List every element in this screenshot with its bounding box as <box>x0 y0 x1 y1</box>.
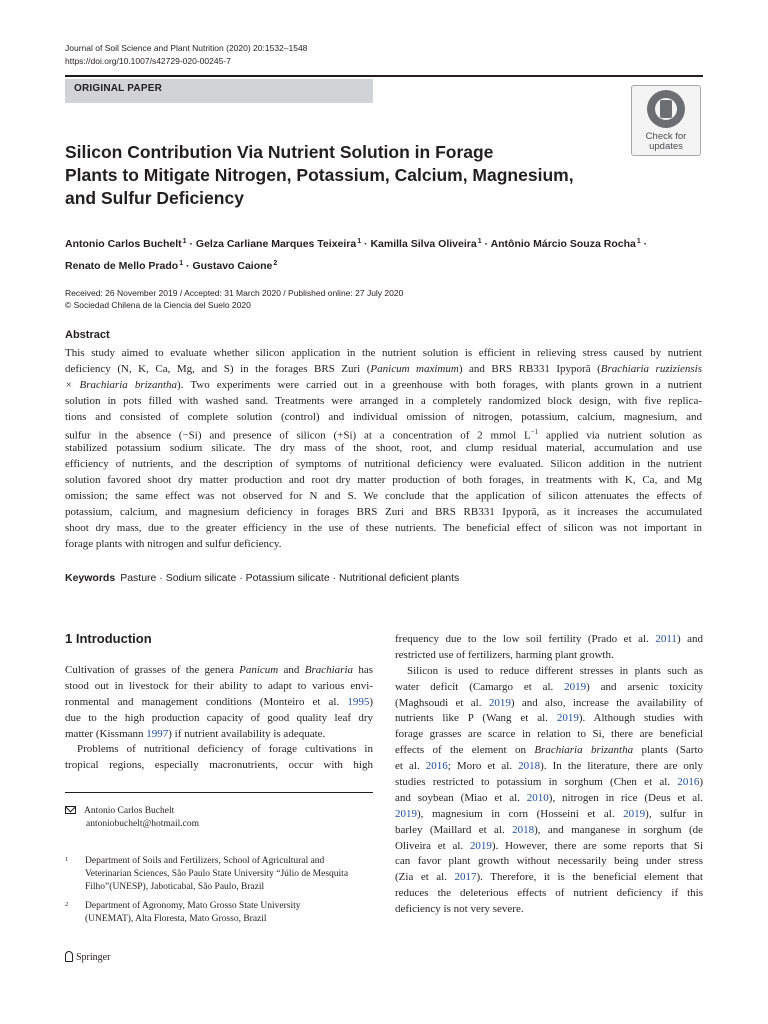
body-line: effects of the element on Brachiaria brizantha plants (Sarto <box>395 744 703 757</box>
citation-link[interactable]: 2018 <box>518 760 541 773</box>
author-row: Antonio Carlos Buchelt$^1$ · Gelza Carliane Marques Teixeira$^1$ · Kamilla Silva Oliveira$^1$ · Antônio Márcio Souza Rocha$^1$ · <box>65 238 648 250</box>
abstract-line: deficiency (N, K, Ca, Mg, and S) in the forages BRS Zuri (Panicum maximum) and BRS RB331 Ipyporã (Brachiaria ruziziensis <box>65 362 702 375</box>
keywords <box>65 572 459 584</box>
body-line: tropical regions, especially macronutrients, occur with high <box>65 759 373 772</box>
body-line: can favor plant growth without necessarily being under stress <box>395 855 703 868</box>
footnote-rule <box>65 792 373 793</box>
affiliation-line: (UNEMAT), Alta Floresta, Mato Grosso, Brazil <box>85 914 267 924</box>
body-line: and soybean (Miao et al. 2010), nitrogen in rice (Deus et al. <box>395 791 703 804</box>
corresponding-author-email[interactable]: antoniobuchelt@hotmail.com <box>86 819 199 829</box>
author-name[interactable]: Antônio Márcio Souza Rocha <box>490 238 636 250</box>
body-line: deficiency is not very severe. <box>395 903 524 916</box>
abstract-line: omission; the same effect was not observed for N and S. We conclude that the application of silicon attenuates the effects of <box>65 490 702 503</box>
affiliation-1 <box>65 855 373 894</box>
publisher-logo <box>65 951 110 963</box>
crossmark-icon <box>647 90 685 128</box>
copyright-line: © Sociedad Chilena de la Ciencia del Suelo 2020 <box>65 300 251 310</box>
body-line: Cultivation of grasses of the genera Panicum and Brachiaria has <box>65 664 373 676</box>
keywords-label: Keywords <box>65 572 116 584</box>
abstract-line: forage plants with nitrogen and sulfur deficiency. <box>65 537 282 550</box>
author-affiliation-mark: 2 <box>273 260 278 267</box>
abstract-line: sulfur in the absence (−Si) and presence of silicon (+Si) at a concentration of 2 mmol $L^{-1}$ applied via nutrient solution as <box>65 428 702 442</box>
body-line: frequency due to the low soil fertility (Prado et al. 2011) and <box>395 633 703 645</box>
abstract-line: solution favored shoot dry matter production and root dry matter production of both forages, in treatments with K, Ca, and Mg <box>65 474 702 487</box>
citation-link[interactable]: 2019 <box>556 712 579 725</box>
article-type-banner: ORIGINAL PAPER <box>65 79 373 103</box>
citation-link[interactable]: 1995 <box>347 695 370 708</box>
body-line: (Maghsoudi et al. 2019) and also, increase the availability of <box>395 696 703 709</box>
body-line: restricted use of fertilizers, harming plant growth. <box>395 648 614 661</box>
journal-citation-line: Journal of Soil Science and Plant Nutrition (2020) 20:1532–1548 <box>65 43 308 53</box>
introduction-left-column <box>65 663 373 774</box>
citation-link[interactable]: 2010 <box>526 791 549 804</box>
citation-link[interactable]: 2019 <box>623 807 646 820</box>
body-line: barley (Maillard et al. 2018), and manganese in sorghum (de <box>395 823 703 836</box>
author-affiliation-mark: 1 <box>357 238 362 245</box>
body-line: water deficit (Camargo et al. 2019) and arsenic toxicity <box>395 680 703 693</box>
affiliation-line: Department of Soils and Fertilizers, School of Agricultural and <box>85 856 325 866</box>
corresponding-author <box>65 805 373 831</box>
affiliation-number: 1 <box>65 856 69 863</box>
check-for-updates-badge[interactable] <box>631 85 701 156</box>
abstract-line: solution in pots filled with washed sand. Treatments were arranged in a completely randomized block design, with five replica- <box>65 394 702 407</box>
body-line: stood out in livestock for their ability to adapt to various envi- <box>65 679 373 692</box>
citation-link[interactable]: 2016 <box>425 760 448 773</box>
body-line: Silicon is used to reduce different stresses in plants such as <box>407 664 703 677</box>
header-rule <box>65 75 703 77</box>
author-name[interactable]: Gelza Carliane Marques Teixeira <box>195 238 357 250</box>
abstract-line: potassium, calcium, and magnesium deficiency in forages BRS Zuri and BRS RB331 Ipyporã, as it increases the accumulated <box>65 505 702 518</box>
publisher-name: Springer <box>76 952 111 963</box>
body-line: Oliveira et al. 2019). However, there are some reports that Si <box>395 839 703 852</box>
author-affiliation-mark: 1 <box>636 238 641 245</box>
title-line: Plants to Mitigate Nitrogen, Potassium, Calcium, Magnesium, <box>65 165 574 185</box>
body-line: due to the high production capacity of good quality leaf dry <box>65 711 373 724</box>
body-line: nutrients like P (Wang et al. 2019). Although studies with <box>395 712 703 725</box>
citation-link[interactable]: 2019 <box>564 680 587 693</box>
author-name[interactable]: Gustavo Caione <box>192 260 273 272</box>
introduction-right-column <box>395 632 703 918</box>
check-for-updates-label <box>632 132 700 152</box>
affiliation-line: Filho”(UNESP), Jaboticabal, São Paulo, Brazil <box>85 882 265 892</box>
citation-link[interactable]: 2018 <box>512 823 535 836</box>
citation-link[interactable]: 2019 <box>469 839 492 852</box>
body-line: et al. 2016; Moro et al. 2018). In the literature, there are only <box>395 760 703 773</box>
body-line: (Zia et al. 2017). Therefore, it is the beneficial element that <box>395 871 703 884</box>
body-line: Problems of nutritional deficiency of forage cultivations in <box>77 743 373 756</box>
abstract-heading: Abstract <box>65 329 110 341</box>
author-row: Renato de Mello Prado$^1$ · Gustavo Caione$^2$ <box>65 260 278 272</box>
badge-line-2: updates <box>649 141 683 152</box>
author-affiliation-mark: 1 <box>179 260 184 267</box>
body-line: forage grasses are scarce in relation to Si, there are beneficial <box>395 728 703 741</box>
citation-link[interactable]: 2016 <box>677 776 700 789</box>
springer-horse-icon <box>65 951 73 962</box>
body-line: 2019), magnesium in corn (Hosseini et al. 2019), sulfur in <box>395 807 703 820</box>
abstract-line: × Brachiaria brizantha). Two experiments were carried out in a greenhouse with both forages, with plants grown in a nutrient <box>65 378 702 391</box>
affiliation-line: Department of Agronomy, Mato Grosso State University <box>85 901 301 911</box>
keywords-list: Pasture · Sodium silicate · Potassium silicate · Nutritional deficient plants <box>120 572 460 584</box>
abstract-line: stabilized potassium sodium silicate. The dry mass of the shoot, root, and clump residual material, accumulation and use <box>65 442 702 455</box>
abstract-line: tions and consisted of complete solution (control) and individual omission of nitrogen, potassium, calcium, magnesium, and <box>65 410 702 423</box>
title-line: and Sulfur Deficiency <box>65 188 244 208</box>
abstract-line: This study aimed to evaluate whether silicon application in the nutrient solution is efficient in relieving stress caused by nutrient <box>65 347 702 359</box>
affiliation-2 <box>65 900 373 926</box>
publication-dates <box>65 287 403 311</box>
journal-citation <box>65 42 307 68</box>
abstract-body <box>65 346 702 553</box>
envelope-icon <box>65 806 76 814</box>
body-line: matter (Kissmann 1997) if nutrient availability is adequate. <box>65 727 326 740</box>
citation-link[interactable]: 2011 <box>655 633 677 645</box>
affiliation-number: 2 <box>65 901 69 908</box>
citation-link[interactable]: 1997 <box>146 727 169 740</box>
citation-link[interactable]: 2017 <box>454 871 477 884</box>
doi-link[interactable]: https://doi.org/10.1007/s42729-020-00245-7 <box>65 56 231 66</box>
author-name[interactable]: Kamilla Silva Oliveira <box>370 238 477 250</box>
author-affiliation-mark: 1 <box>477 238 482 245</box>
abstract-line: shoot dry mass, due to the greater efficiency in the use of these nutrients. The beneficial effect of silicon was not important in <box>65 521 702 534</box>
title-line: Silicon Contribution Via Nutrient Solution in Forage <box>65 142 494 162</box>
author-affiliation-mark: 1 <box>182 238 187 245</box>
citation-link[interactable]: 2019 <box>488 696 511 709</box>
citation-link[interactable]: 2019 <box>395 807 417 820</box>
section-heading-introduction: 1 Introduction <box>65 631 152 646</box>
author-name[interactable]: Renato de Mello Prado <box>65 260 179 272</box>
body-line: studies restricted to potassium in sorghum (Chen et al. 2016) <box>395 776 703 789</box>
abstract-line: efficiency of nutrients, and the description of symptoms of nutritional deficiency were evaluated. Silicon addition in the nutrient <box>65 458 702 471</box>
affiliation-line: Veterinarian Sciences, São Paulo State University “Júlio de Mesquita <box>85 869 349 879</box>
corresponding-author-name: Antonio Carlos Buchelt <box>84 806 175 816</box>
body-line: reduces the deleterious effects of nutrient deficiency if this <box>395 887 703 900</box>
body-line: ronmental and management conditions (Monteiro et al. 1995) <box>65 695 373 708</box>
author-list <box>65 232 705 276</box>
article-title <box>65 141 605 210</box>
author-name[interactable]: Antonio Carlos Buchelt <box>65 238 182 250</box>
history-dates: Received: 26 November 2019 / Accepted: 31 March 2020 / Published online: 27 July 2020 <box>65 288 404 298</box>
badge-line-1: Check for <box>645 131 687 142</box>
